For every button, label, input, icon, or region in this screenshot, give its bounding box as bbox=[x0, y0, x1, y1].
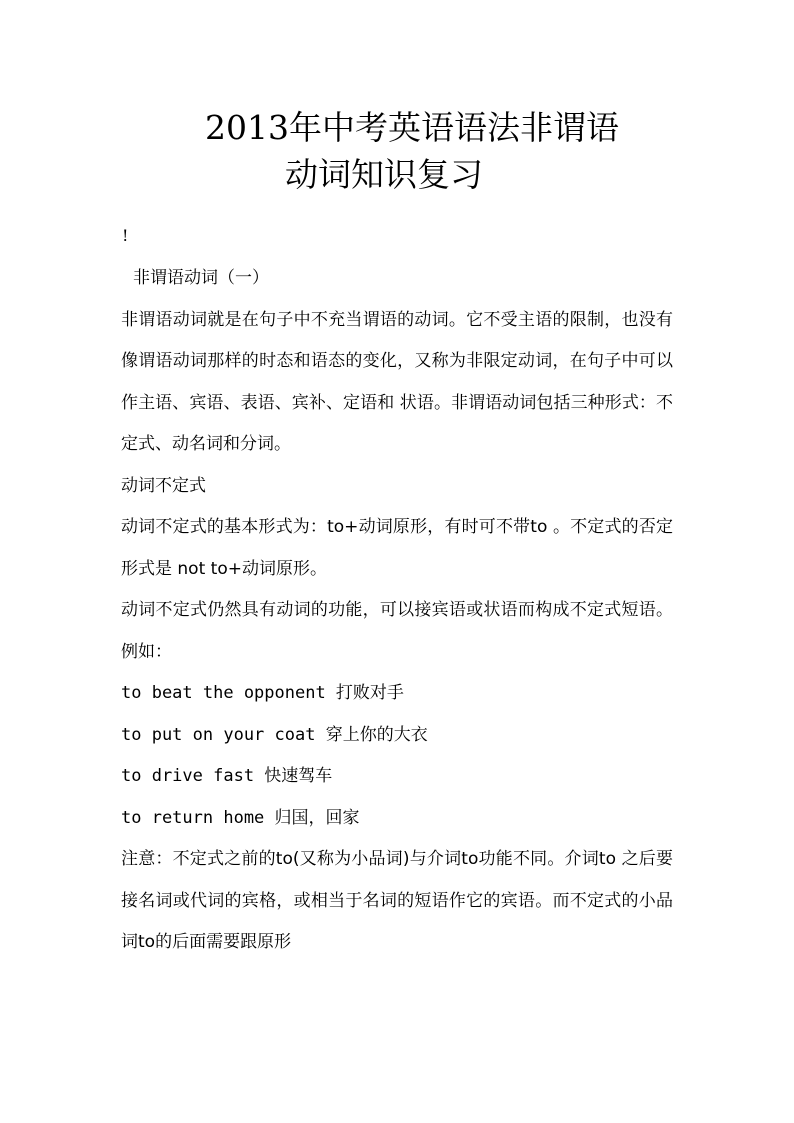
title-line-2: 动词知识复习 bbox=[285, 155, 483, 194]
paragraph-intro: 非谓语动词就是在句子中不充当谓语的动词。它不受主语的限制，也没有像谓语动词那样的时态和语态的变化，又称为非限定动词，在句子中可以作主语、宾语、表语、宾补、定语和 状语。非谓语动词包括三种形式：不定式、动名词和分词。 bbox=[121, 309, 673, 454]
section-heading: 非谓语动词（一） bbox=[133, 268, 269, 288]
paragraph-infinitive-form: 动词不定式的基本形式为：to+动词原形，有时可不带to 。不定式的否定形式是 not to+动词原形。 bbox=[121, 517, 673, 579]
example-item: to beat the opponent 打败对手 bbox=[121, 683, 404, 703]
example-item: to put on your coat 穿上你的大衣 bbox=[121, 724, 428, 745]
example-item: to drive fast 快速驾车 bbox=[121, 766, 333, 786]
paragraph-infinitive-function: 动词不定式仍然具有动词的功能，可以接宾语或状语而构成不定式短语。例如： bbox=[121, 600, 673, 662]
paragraph-note: 注意：不定式之前的to(又称为小品词)与介词to功能不同。介词to 之后要接名词或代词的宾格，或相当于名词的短语作它的宾语。而不定式的小品词to的后面需要跟原形 bbox=[121, 849, 673, 952]
title-line-1: 2013年中考英语语法非谓语 bbox=[205, 108, 619, 147]
document-body bbox=[121, 258, 673, 964]
exclamation-mark: ! bbox=[122, 226, 129, 245]
subheading-infinitive: 动词不定式 bbox=[121, 475, 206, 496]
example-item: to return home 归国，回家 bbox=[121, 807, 360, 828]
